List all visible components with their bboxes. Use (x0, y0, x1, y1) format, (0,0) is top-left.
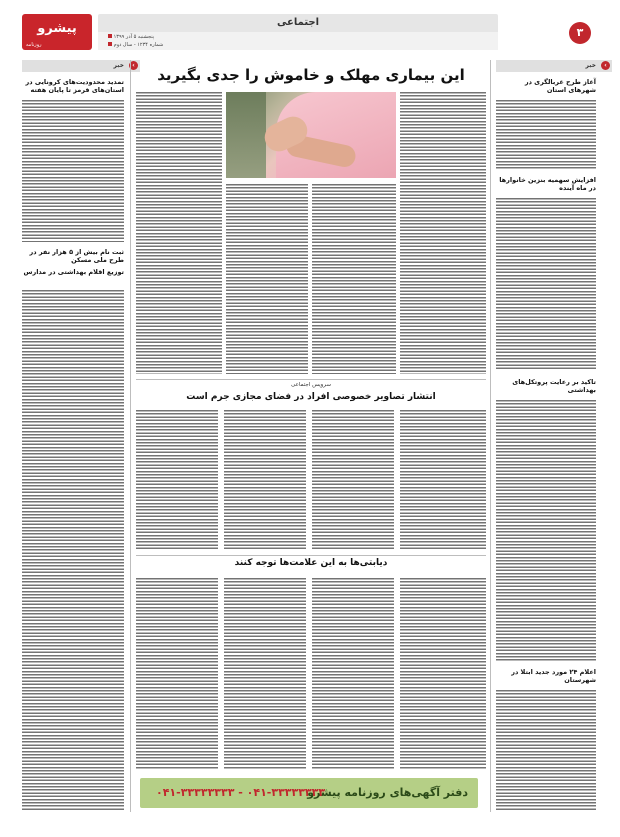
column-divider (130, 60, 131, 812)
right-column-label: خبر ‹ (496, 60, 612, 72)
third-body-col-2 (224, 578, 306, 770)
arrow-icon: ‹ (129, 61, 138, 70)
newspaper-logo (22, 14, 92, 50)
section-title: اجتماعی (276, 17, 320, 28)
column-divider (490, 60, 491, 812)
meta-line-date: پنجشنبه ۵ آذر ۱۳۹۹ (106, 34, 154, 40)
right-headline-4: اعلام ۲۴ مورد جدید ابتلا در شهرستان (511, 668, 596, 684)
second-story-title: انتشار تصاویر خصوصی افراد در فضای مجازی جرم است (186, 392, 436, 402)
second-body-col-4 (400, 410, 486, 550)
story-divider (136, 555, 486, 556)
bullet-icon (108, 34, 112, 38)
issue-meta (98, 32, 498, 50)
ad-banner (140, 778, 478, 808)
section-header (98, 14, 498, 34)
right-body-1 (496, 100, 596, 170)
second-body-col-3 (312, 410, 394, 550)
right-headline-3: تاکید بر رعایت پروتکل‌های بهداشتی (512, 378, 596, 394)
second-story-kicker: سرویس اجتماعی (291, 382, 331, 388)
third-body-col-3 (312, 578, 394, 770)
third-body-col-4 (400, 578, 486, 770)
main-body-col-2 (226, 184, 308, 374)
third-body-col-1 (136, 578, 218, 770)
left-headline-2: ثبت نام بیش از ۵ هزار نفر در طرح ملی مسکن (29, 248, 124, 264)
second-body-col-2 (224, 410, 306, 550)
logo-text: پیشرو (37, 21, 77, 36)
left-column-label: خبر ‹ (22, 60, 140, 72)
right-body-3 (496, 400, 596, 662)
ad-banner-phone: ۰۴۱-۳۳۳۳۳۳۳۳ - ۰۴۱-۳۳۳۳۳۳۳۳ (156, 786, 326, 799)
right-body-4 (496, 690, 596, 810)
third-story-title: دیابتی‌ها به این علامت‌ها توجه کنند (234, 558, 388, 568)
arrow-icon: ‹ (601, 61, 610, 70)
bullet-icon (108, 42, 112, 46)
left-body-1 (22, 100, 124, 242)
story-divider (136, 379, 486, 380)
logo-subtitle: روزنامه (26, 42, 42, 48)
page-number: ۳ (569, 22, 591, 44)
meta-line-issue: شماره ۱۲۳۴ - سال دوم (106, 42, 163, 48)
right-headline-2: افزایش سهمیه بنزین خانوارها در ماه آینده (499, 176, 596, 192)
left-body-2 (22, 290, 124, 810)
second-body-col-1 (136, 410, 218, 550)
left-headline-1: تمدید محدودیت‌های کرونایی در استان‌های قرمز تا پایان هفته (25, 78, 124, 94)
left-headline-3: توزیع اقلام بهداشتی در مدارس (23, 268, 124, 276)
main-body-col-4 (400, 92, 486, 374)
main-body-col-3 (312, 184, 396, 374)
main-story-photo (226, 92, 396, 178)
main-story-title: این بیماری مهلک و خاموش را جدی بگیرید (157, 66, 465, 84)
ad-banner-text: دفتر آگهی‌های روزنامه پیشرو (307, 786, 468, 799)
right-body-2 (496, 198, 596, 370)
photo-background (226, 92, 266, 178)
right-headline-1: آغاز طرح غربالگری در شهرهای استان (524, 78, 596, 94)
main-body-col-1 (136, 92, 222, 374)
